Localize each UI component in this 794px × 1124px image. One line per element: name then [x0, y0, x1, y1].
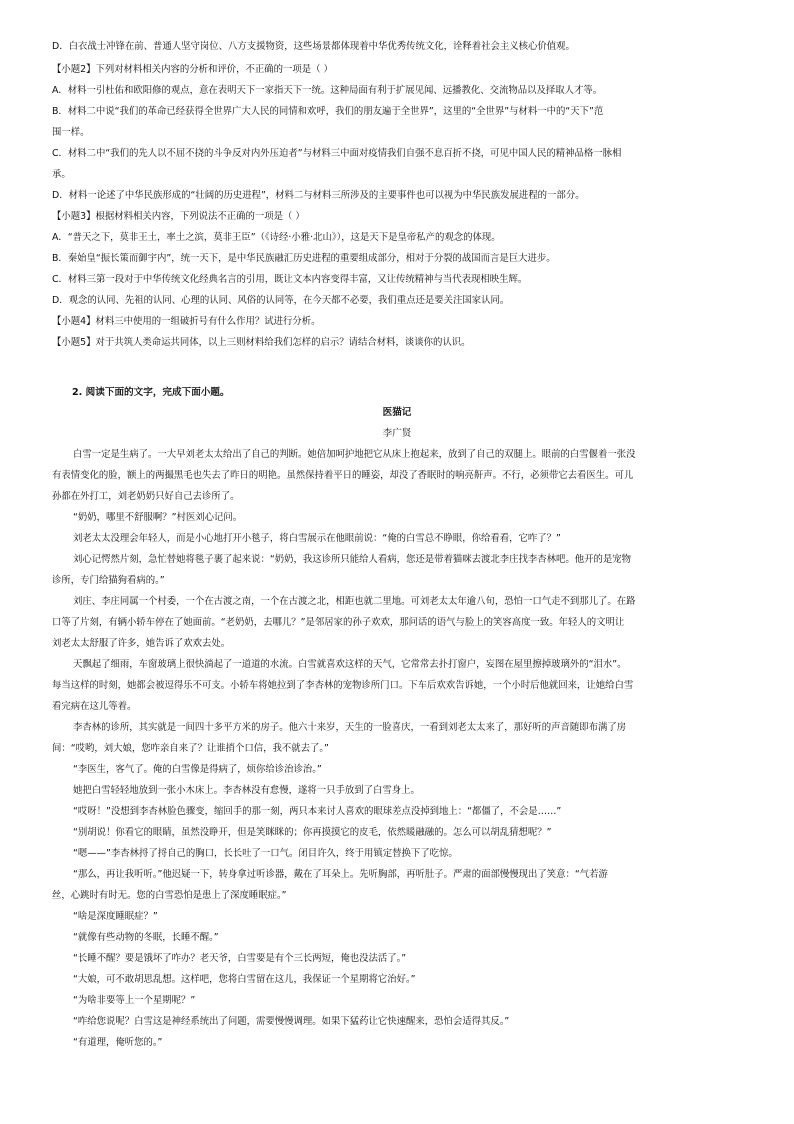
story-line: 孙都在外打工，刘老奶奶只好自己去诊所了。	[52, 491, 240, 502]
story-line: 诊所，专门给猫狗看病的。”	[52, 575, 165, 586]
question-2-stem: 【小题2】下列对材料相关内容的分析和评价，不正确的一项是（ ）	[52, 64, 333, 75]
option-d-q2: D．材料一论述了中华民族形成的“壮阔的历史进程”，材料二与材料三所涉及的主要事件也可以视为中华民族发展进程的一部分。	[52, 190, 585, 201]
option-c-q2-line1: C．材料二中“我们的先人以不屈不挠的斗争反对内外压迫者”与材料三中面对疫情我们自强不息百折不挠，可见中国人民的精神品格一脉相	[52, 148, 622, 159]
story-line: “那么，再让我听听。”他迟疑一下，转身拿过听诊器，戴在了耳朵上。先听胸部，再听肚子。严肃的面部慢慢现出了笑意：“气若游	[73, 869, 608, 880]
story-line: “嗯——”李杏林捋了捋自己的胸口，长长吐了一口气。闭目许久，终于用镇定替换下了吃惊。	[73, 848, 458, 859]
section-heading: 2. 阅读下面的文字，完成下面小题。	[72, 387, 230, 398]
story-line: “咋给您说呢？白雪这是神经系统出了问题，需要慢慢调理。如果下猛药让它快速醒来，恐怕会适得其反。”	[73, 1016, 510, 1027]
story-line: 刘庄、李庄同属一个村委，一个在古渡之南，一个在古渡之北，相距也就二里地。可刘老太太年逾八旬，恐怕一口气走不到那儿了。在路	[73, 596, 636, 607]
option-c-q2-line2: 承。	[52, 169, 71, 180]
option-d-q1: D．白衣战士冲锋在前、普通人坚守岗位、八方支援物资，这些场景都体现着中华优秀传统文化，诠释着社会主义核心价值观。	[52, 41, 575, 52]
story-title: 医猫记	[382, 407, 412, 418]
story-line: “别胡说！你看它的眼睛，虽然没睁开，但是笑眯眯的；你再摸摸它的皮毛，依然暖融融的。怎么可以胡乱猜想呢？”	[73, 827, 552, 838]
story-line: “哎呀！”没想到李杏林脸色骤变，缩回手的那一刻，两只本来讨人喜欢的眼球差点没掉到地上：“都僵了，不会是……”	[73, 806, 562, 817]
question-3-stem: 【小题3】根据材料相关内容，下列说法不正确的一项是（ ）	[52, 211, 305, 222]
option-b-q2-line1: B．材料二中说“我们的革命已经获得全世界广大人民的同情和欢呼，我们的朋友遍于全世界”，这里的“全世界”与材料一中的“天下”范	[52, 106, 604, 117]
story-line: 刘心记愕然片刻，急忙替她将毯子裹了起来说：“奶奶，我这诊所只能给人看病，您还是带着猫咪去渡北李庄找李杏林吧。他开的是宠物	[73, 554, 631, 565]
question-5: 【小题5】对于共筑人类命运共同体，以上三则材料给我们怎样的启示？请结合材料，谈谈你的认识。	[52, 337, 471, 348]
option-b-q2-line2: 围一样。	[52, 127, 90, 138]
option-b-q3: B．秦始皇“振长策而御宇内”，统一天下，是中华民族融汇历史进程的重要组成部分，相对于分裂的战国而言是巨大进步。	[52, 253, 556, 264]
story-line: 有表情变化的脸，额上的两撮黑毛也失去了昨日的明艳。虽然保持着平日的睡姿，却没了香眠时的响亮鼾声。不行，必须带它去看医生。可儿	[52, 470, 634, 481]
story-line: 口等了片刻，有辆小轿车停在了她面前。“老奶奶，去哪儿？”是邻居家的孙子欢欢，那问话的语气与脸上的笑容高度一致。年轻人的文明让	[52, 617, 625, 628]
story-line: “奶奶，哪里不舒服啊？”村医刘心记问。	[73, 512, 243, 523]
story-line: “就像有些动物的冬眠，长睡不醒。”	[73, 932, 219, 943]
story-line: “为啥非要等上一个星期呢？”	[73, 995, 196, 1006]
story-line: 李杏林的诊所，其实就是一间四十多平方米的房子。他六十来岁，天生的一脸喜庆，一看到刘老太太来了，那好听的声音随即布满了房	[73, 722, 627, 733]
story-line: “有道理，俺听您的。”	[73, 1037, 163, 1048]
story-line: 刘老太太舒服了许多，她告诉了欢欢去处。	[52, 638, 231, 649]
story-line: “大娘，可不敢胡思乱想。这样吧，您将白雪留在这儿，我保证一个星期将它治好。”	[73, 974, 416, 985]
story-line: 刘老太太没理会年轻人，而是小心地打开小毯子，将白雪展示在他眼前说：“俺的白雪总不睁眼，你给看看，它咋了？”	[73, 533, 561, 544]
story-line: 丝，心跳时有时无。您的白雪恐怕是患上了深度睡眠症。”	[52, 890, 287, 901]
story-line: 看完病在这儿等着。	[52, 701, 137, 712]
option-a-q2: A．材料一引杜佑和欧阳修的观点，意在表明天下一家指天下一统。这种局面有利于扩展见闻、远播教化、交流物品以及择取人才等。	[52, 85, 603, 96]
story-line: “长睡不醒？要是饿坏了咋办？老天爷，白雪要是有个三长两短，俺也没法活了。”	[73, 953, 407, 964]
question-4: 【小题4】材料三中使用的一组破折号有什么作用？试进行分析。	[52, 316, 321, 327]
story-line: 天飘起了细雨，车窗玻璃上很快淌起了一道道的水流。白雪就喜欢这样的天气，它常常去扑打窗户，妄图在屋里擦掉玻璃外的“泪水”。	[73, 659, 627, 670]
story-line: 间：“哎哟，刘大娘，您咋亲自来了？让谁捎个口信，我不就去了。”	[52, 743, 329, 754]
option-c-q3: C．材料三第一段对于中华传统文化经典名言的引用，既让文本内容变得丰富，又让传统精神与当代表现相映生辉。	[52, 274, 528, 285]
story-line: “李医生，客气了。俺的白雪像是得病了，烦你给诊治诊治。”	[73, 764, 322, 775]
story-line: 她把白雪轻轻地放到一张小木床上。李杏林没有怠慢，遂将一只手放到了白雪身上。	[73, 785, 420, 796]
story-line: 白雪一定是生病了。一大早刘老太太给出了自己的判断。她倍加呵护地把它从床上抱起来，放到了自己的双腿上。眼前的白雪偃着一张没	[73, 449, 636, 460]
story-line: 每当这样的时刻，她都会被逗得乐不可支。小轿车将她拉到了李杏林的宠物诊所门口。下车后欢欢告诉她，一个小时后他就回来，让她给白雪	[52, 680, 634, 691]
story-author: 李广贤	[382, 428, 412, 439]
option-d-q3: D．观念的认同、先祖的认同、心理的认同、风俗的认同等，在今天都不必要，我们重点还是要关注国家认同。	[52, 295, 510, 306]
story-line: “啥是深度睡眠症？”	[73, 911, 158, 922]
option-a-q3: A．“普天之下，莫非王土，率土之滨，莫非王臣”（《诗经·小雅·北山》），这是天下是皇帝私产的观念的体现。	[52, 232, 501, 243]
